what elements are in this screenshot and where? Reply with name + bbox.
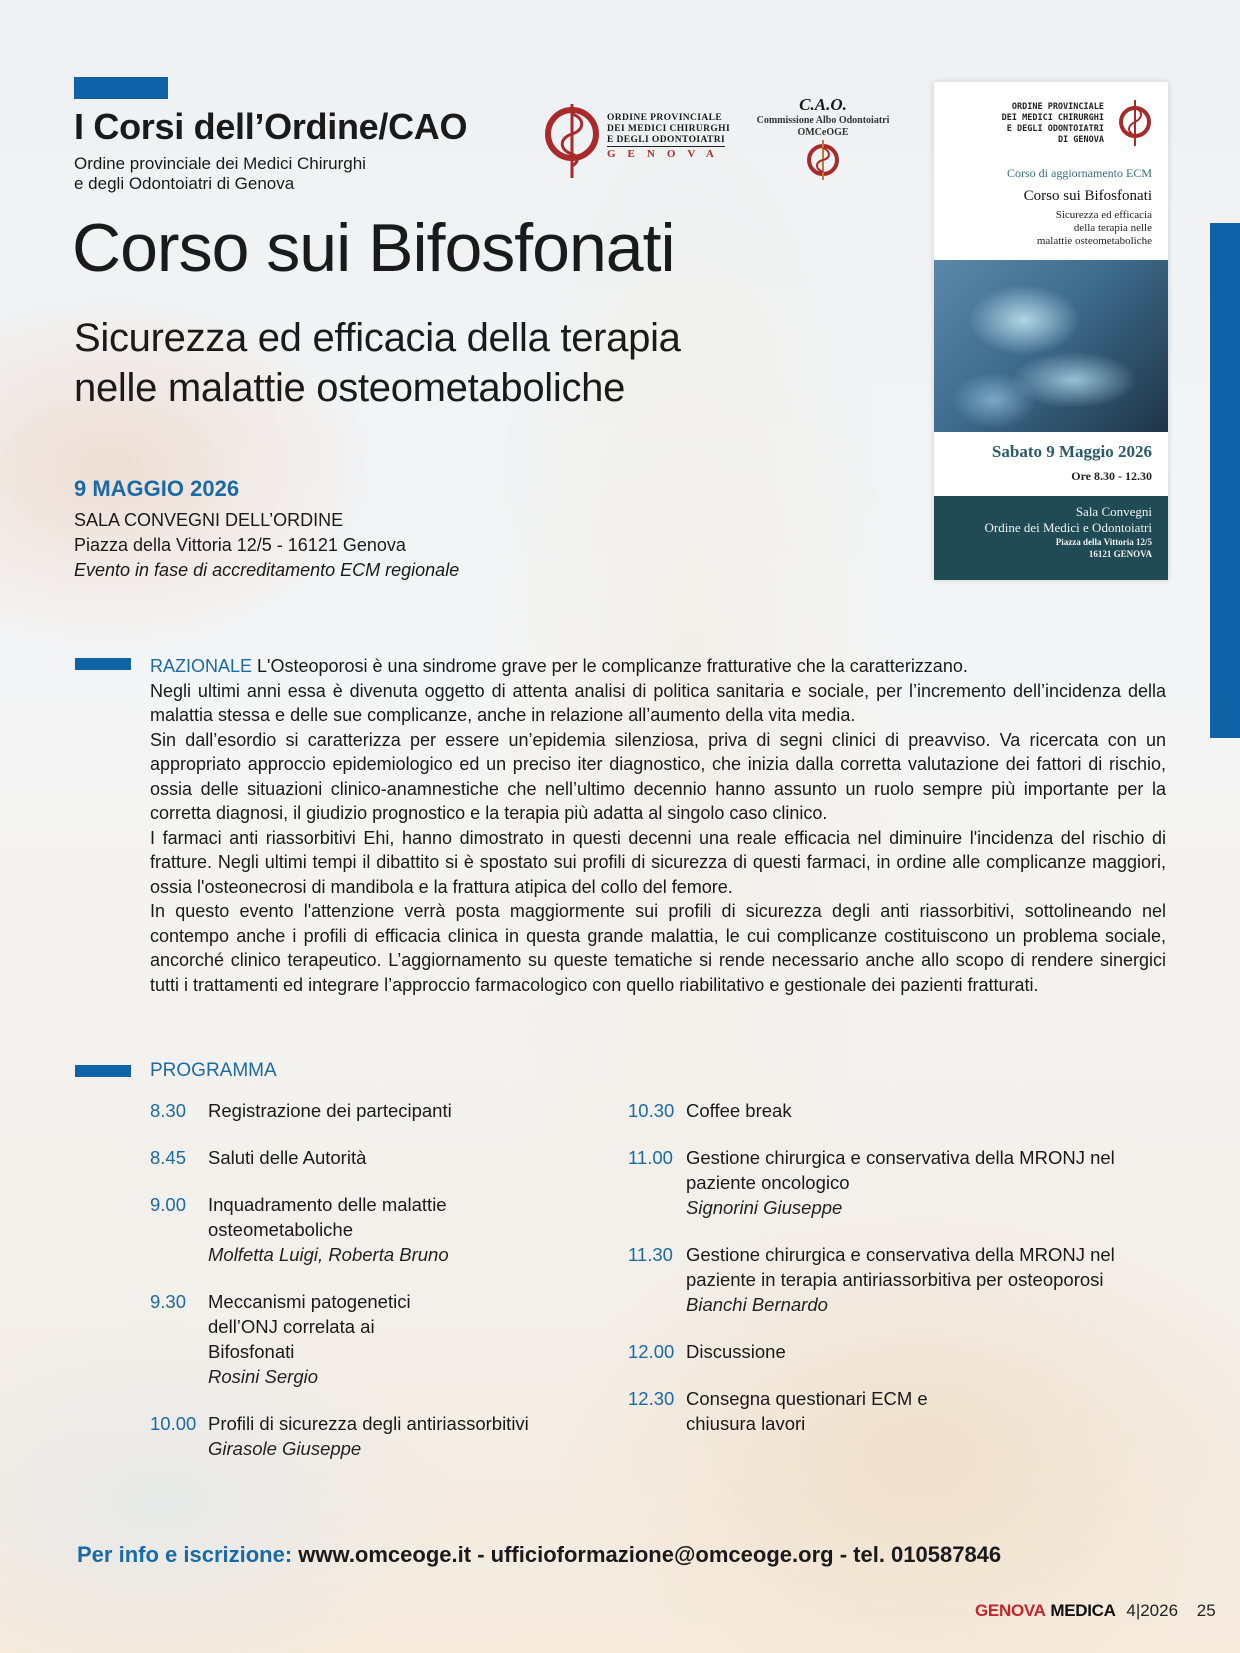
program-column-right: [628, 1098, 1148, 1458]
speaker-name: Molfetta Luigi, Roberta Bruno: [208, 1244, 449, 1265]
razionale-paragraph: I farmaci anti riassorbitivi Ehi, hanno dimostrato in questi decenni una reale efficacia nel diminuire l'incidenza del rischio di fratture. Negli ultimi tempi il dibattito si è spostato sui profili di sicurezza di questi farmaci, in ordine alle complicanze maggiori, ossia l'osteonecrosi di mandibola e la frattura atipica del collo del femore.: [150, 827, 1166, 897]
poster-caduceus-icon: [1118, 98, 1152, 148]
issue-number: 4|2026: [1126, 1601, 1179, 1620]
programma-accent-bar: [75, 1065, 131, 1077]
speaker-name: Signorini Giuseppe: [686, 1197, 843, 1218]
contact-info: Per info e iscrizione: www.omceoge.it - ufficioformazione@omceoge.org - tel. 010587846: [77, 1542, 1002, 1567]
razionale-label: RAZIONALE: [150, 656, 253, 676]
page-number: 25: [1196, 1601, 1216, 1620]
program-item: 11.00 Gestione chirurgica e conservativa della MRONJ nel paziente oncologico Signorini Giuseppe: [628, 1145, 1148, 1220]
razionale-paragraph: Negli ultimi anni essa è divenuta oggetto di attenta analisi di politica sanitaria e sociale, per l’incremento dell’incidenza della malattia stessa e delle sue complicanze, anche in relazione all’aumento della vita media.: [150, 680, 1166, 725]
cao-logo-text: C.A.O. Commissione Albo Odontoiatri OMCeOGE: [756, 95, 890, 138]
course-subtitle: Sicurezza ed efficacia della terapia nelle malattie osteometaboliche: [74, 316, 681, 410]
razionale-paragraph: Sin dall’esordio si caratterizza per essere un’epidemia silenziosa, priva di segni clinici di preavviso. Va ricercata con un appropriato approccio epidemiologico ed un preciso iter diagnostico, che inizia dalla corretta valutazione dei fattori di rischio, ossia delle situazioni clinico-anamnestiche che nell’ultimo decennio hanno assunto un ruolo sempre più importante per la corretta diagnosi, il giudizio prognostico e la terapia più adatta al singolo caso clinico.: [150, 729, 1166, 823]
cao-caduceus-icon: [806, 138, 840, 182]
poster-date: Sabato 9 Maggio 2026: [991, 442, 1152, 461]
email-link[interactable]: ufficioformazione@omceoge.org: [490, 1542, 834, 1567]
program-item: 10.00 Profili di sicurezza degli antiriassorbitivi Girasole Giuseppe: [150, 1413, 529, 1459]
org-line-2: e degli Odontoiatri di Genova: [74, 174, 295, 193]
venue-address: Piazza della Vittoria 12/5 - 16121 Genova: [74, 535, 406, 555]
page-footer: [975, 1601, 1216, 1621]
program-item: 8.30 Registrazione dei partecipanti: [150, 1100, 452, 1121]
poster-title: Corso sui Bifosfonati: [1023, 188, 1152, 204]
phone-number: tel. 010587846: [853, 1542, 1002, 1567]
program-item: 12.00 Discussione: [628, 1341, 786, 1362]
speaker-name: Rosini Sergio: [208, 1366, 319, 1387]
caduceus-logo-icon: [545, 100, 601, 180]
program-item: 10.30 Coffee break: [628, 1100, 792, 1121]
razionale-accent-bar: [75, 658, 131, 670]
organization-subtitle: [74, 154, 474, 194]
knee-xray-image: [934, 260, 1168, 432]
program-item: 9.00 Inquadramento delle malattie osteometaboliche Molfetta Luigi, Roberta Bruno: [150, 1192, 620, 1267]
program-item: 12.30 Consegna questionari ECM e chiusura lavori: [628, 1388, 928, 1434]
event-poster: [934, 82, 1168, 580]
program-item: 8.45 Saluti delle Autorità: [150, 1147, 367, 1168]
series-title: I Corsi dell’Ordine/CAO: [74, 106, 468, 147]
org-line-1: Ordine provinciale dei Medici Chirurghi: [74, 154, 366, 173]
header-accent-bar: [74, 77, 168, 99]
accreditation-note: Evento in fase di accreditamento ECM regionale: [74, 560, 460, 580]
speaker-name: Girasole Giuseppe: [208, 1438, 362, 1459]
program-item: 9.30 Meccanismi patogenetici dell’ONJ correlata ai Bifosfonati Rosini Sergio: [150, 1289, 620, 1389]
section-side-tab: [1210, 223, 1240, 738]
speaker-name: Bianchi Bernardo: [686, 1294, 828, 1315]
program-item: 11.30 Gestione chirurgica e conservativa della MRONJ nel paziente in terapia antiriassorbitiva per osteoporosi Bianchi Bernardo: [628, 1242, 1148, 1317]
contact-label: Per info e iscrizione:: [77, 1542, 293, 1567]
poster-org: ORDINE PROVINCIALE DEI MEDICI CHIRURGHI E DEGLI ODONTOIATRI DI GENOVA: [1001, 102, 1104, 145]
program-column-left: [150, 1098, 620, 1483]
magazine-name-part1: GENOVA: [975, 1601, 1046, 1620]
programma-label: PROGRAMMA: [150, 1060, 277, 1081]
poster-venue: Sala Convegni Ordine dei Medici e Odontoiatri Piazza della Vittoria 12/5 16121 GENOVA: [934, 496, 1168, 580]
poster-kicker: Corso di aggiornamento ECM: [1007, 166, 1152, 180]
event-venue-block: [74, 508, 459, 583]
poster-subtitle: Sicurezza ed efficacia della terapia nelle malattie osteometaboliche: [1036, 209, 1152, 247]
website-link[interactable]: www.omceoge.it: [298, 1542, 472, 1567]
poster-time: Ore 8.30 - 12.30: [1071, 469, 1152, 483]
venue-name: SALA CONVEGNI DELL’ORDINE: [74, 510, 344, 530]
razionale-section: RAZIONALE L'Osteoporosi è una sindrome grave per le complicanze fratturative che la caratterizzano. Negli ultimi anni essa è divenuta oggetto di attenta analisi di politica sanitaria e sociale, per l’incremento dell’incidenza della malattia stessa e delle sue complicanze, anche in relazione all’aumento della vita media. Sin dall’esordio si caratterizza per essere un’epidemia silenziosa, priva di segni clinici di preavviso. Va ricercata con un appropriato approccio epidemiologico ed un preciso iter diagnostico, che inizia dalla corretta valutazione dei fattori di rischio, ossia delle situazioni clinico-anamnestiche che nell’ultimo decennio hanno assunto un ruolo sempre più importante per la corretta diagnosi, il giudizio prognostico e la terapia più adatta al singolo caso clinico. I farmaci anti riassorbitivi Ehi, hanno dimostrato in questi decenni una reale efficacia nel diminuire l'incidenza del rischio di fratture. Negli ultimi tempi il dibattito si è spostato sui profili di sicurezza di questi farmaci, in ordine alle complicanze maggiori, ossia l'osteonecrosi di mandibola e la frattura atipica del collo del femore. In questo evento l'attenzione verrà posta maggiormente sui profili di sicurezza degli anti riassorbitivi, sottolineando nel contempo anche i profili di efficacia clinica in questa grande malattia, le cui complicanze costituiscono un problema sociale, ancorché clinico terapeutico. L’aggiornamento su queste tematiche si rende necessario anche allo scopo di rendere sinergici tutti i trattamenti ed integrare l’approccio farmacologico con quello riabilitativo e gestionale dei pazienti fratturati.: [150, 654, 1166, 997]
course-title: Corso sui Bifosfonati: [72, 210, 675, 286]
order-logo-text: ORDINE PROVINCIALE DEI MEDICI CHIRURGHI E DEGLI ODONTOIATRI GENOVA: [607, 113, 731, 160]
razionale-paragraph: In questo evento l'attenzione verrà posta maggiormente sui profili di sicurezza degli anti riassorbitivi, sottolineando nel contempo anche i profili di efficacia clinica in questa grande malattia, le cui complicanze costituiscono un problema sociale, ancorché clinico terapeutico. L’aggiornamento su queste tematiche si rende necessario anche allo scopo di rendere sinergici tutti i trattamenti ed integrare l’approccio farmacologico con quello riabilitativo e gestionale dei pazienti fratturati.: [150, 901, 1166, 995]
event-date: 9 MAGGIO 2026: [74, 476, 240, 501]
magazine-name-part2: MEDICA: [1050, 1601, 1116, 1620]
